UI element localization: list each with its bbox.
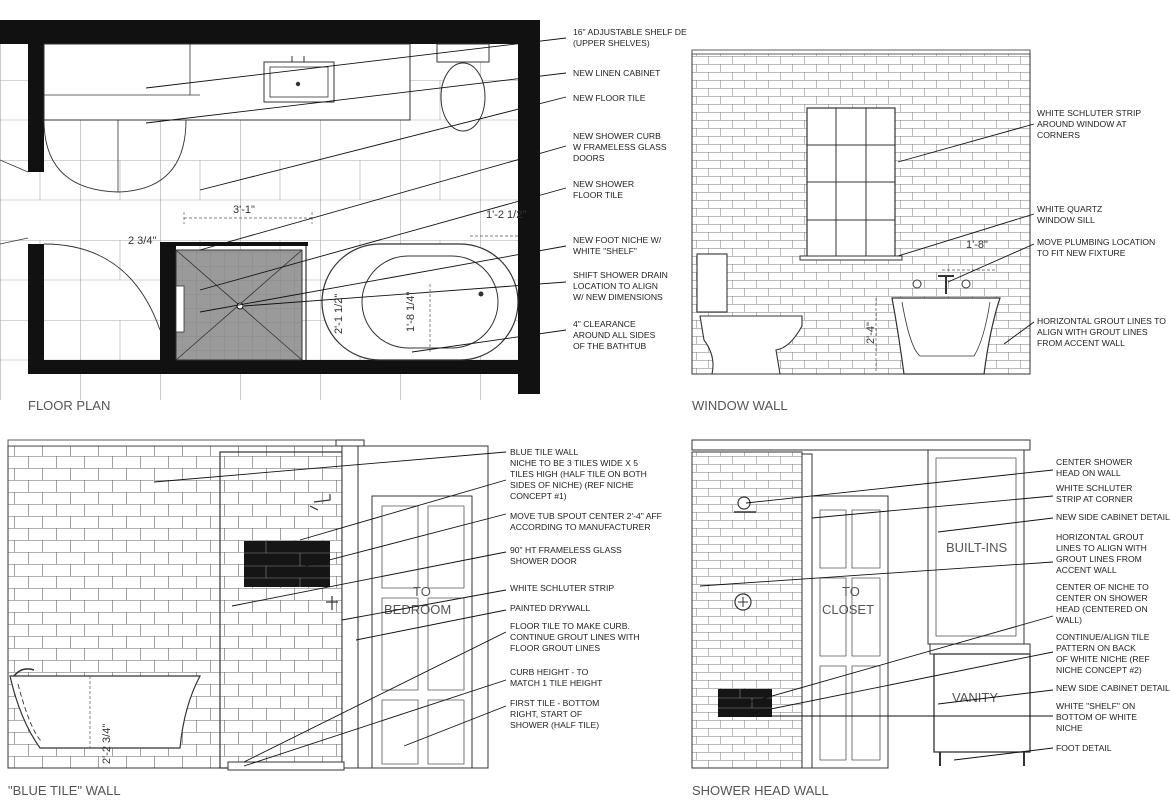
sink bbox=[264, 62, 334, 102]
left-wall-lower bbox=[28, 244, 44, 374]
door-bedroom-label: BEDROOM bbox=[384, 602, 452, 617]
note-white-shelf: WHITE "SHELF" ON BOTTOM OF WHITE NICHE bbox=[1056, 701, 1137, 733]
dim-faucet: 1'-8" bbox=[966, 239, 988, 251]
note-schluter-corner: WHITE SCHLUTER STRIP AT CORNER bbox=[1056, 483, 1133, 504]
dim-niche: 2 3/4" bbox=[128, 235, 157, 247]
shower-head-wall-title: SHOWER HEAD WALL bbox=[692, 783, 829, 798]
note-horizontal-grout: HORIZONTAL GROUT LINES TO ALIGN WITH GROUT LINES FROM ACCENT WALL bbox=[1056, 532, 1147, 575]
floor-plan-notes bbox=[573, 27, 687, 351]
note-tub-spout: MOVE TUB SPOUT CENTER 2'-4" AFF ACCORDING TO MANUFACTURER bbox=[510, 511, 662, 532]
dim-tub-elev-blue: 2'-2 3/4" bbox=[101, 723, 113, 764]
toilet-tank bbox=[437, 44, 489, 62]
note-foot-detail: FOOT DETAIL bbox=[1056, 743, 1112, 753]
closet-door bbox=[812, 496, 888, 768]
note-blue-tile: BLUE TILE WALL bbox=[510, 447, 579, 457]
note-shower-curb: NEW SHOWER CURB W FRAMELESS GLASS DOORS bbox=[573, 131, 667, 163]
window-wall-notes bbox=[1037, 108, 1166, 348]
vanity-label: VANITY bbox=[952, 690, 998, 705]
window bbox=[807, 108, 895, 258]
note-floor-tile-curb: FLOOR TILE TO MAKE CURB. CONTINUE GROUT LINES WITH FLOOR GROUT LINES bbox=[510, 621, 640, 653]
shower-left-wall bbox=[160, 242, 176, 372]
note-first-tile: FIRST TILE - BOTTOM RIGHT, START OF SHOWER (HALF TILE) bbox=[510, 698, 600, 730]
note-move-plumbing: MOVE PLUMBING LOCATION TO FIT NEW FIXTURE bbox=[1037, 237, 1156, 258]
shower-niche bbox=[244, 541, 330, 587]
blue-tile-wall-title: "BLUE TILE" WALL bbox=[8, 783, 121, 798]
linen-cabinet bbox=[44, 44, 410, 120]
note-niche-size: NICHE TO BE 3 TILES WIDE X 5 TILES HIGH (HALF TILE ON BOTH SIDES OF NICHE) (REF NICHE CONCEPT #1) bbox=[510, 458, 647, 501]
freestanding-tub-elev bbox=[892, 298, 1000, 374]
note-schluter-window: WHITE SCHLUTER STRIP AROUND WINDOW AT CORNERS bbox=[1037, 108, 1142, 140]
closet-to-label: TO bbox=[842, 584, 860, 599]
note-center-niche: CENTER OF NICHE TO CENTER ON SHOWER HEAD (CENTERED ON WALL) bbox=[1056, 582, 1149, 625]
note-floor-tile: NEW FLOOR TILE bbox=[573, 93, 646, 103]
left-wall-upper bbox=[28, 20, 44, 172]
dim-shower-width: 3'-1" bbox=[233, 204, 255, 216]
shower-head-wall-notes bbox=[1056, 457, 1170, 753]
note-shower-floor-tile: NEW SHOWER FLOOR TILE bbox=[573, 179, 635, 200]
note-schluter-strip: WHITE SCHLUTER STRIP bbox=[510, 583, 615, 593]
note-painted-drywall: PAINTED DRYWALL bbox=[510, 603, 591, 613]
note-side-cabinet-1: NEW SIDE CABINET DETAIL bbox=[1056, 512, 1170, 522]
shower-head-niche bbox=[718, 689, 772, 717]
note-center-shower-head: CENTER SHOWER HEAD ON WALL bbox=[1056, 457, 1133, 478]
bottom-wall bbox=[28, 360, 540, 374]
dim-tub-elev: 2'-4" bbox=[865, 322, 877, 344]
note-grout-accent: HORIZONTAL GROUT LINES TO ALIGN WITH GROUT LINES FROM ACCENT WALL bbox=[1037, 316, 1166, 348]
blue-tile-wall bbox=[8, 440, 488, 798]
shower-head-wall bbox=[692, 440, 1030, 798]
note-foot-niche: NEW FOOT NICHE W/ WHITE "SHELF" bbox=[573, 235, 662, 256]
note-continue-tile: CONTINUE/ALIGN TILE PATTERN ON BACK OF WHITE NICHE (REF NICHE CONCEPT #2) bbox=[1056, 632, 1150, 675]
foot-niche bbox=[176, 286, 184, 332]
closet-label: CLOSET bbox=[822, 602, 875, 617]
floor-plan-title: FLOOR PLAN bbox=[28, 398, 111, 413]
note-tub-clearance: 4" CLEARANCE AROUND ALL SIDES OF THE BATHTUB bbox=[573, 319, 656, 351]
drywall-column bbox=[342, 444, 358, 768]
window-wall bbox=[692, 50, 1030, 413]
floor-plan bbox=[0, 20, 540, 413]
shower-drain bbox=[237, 303, 243, 309]
note-quartz-sill: WHITE QUARTZ WINDOW SILL bbox=[1037, 204, 1103, 225]
note-side-cabinet-2: NEW SIDE CABINET DETAIL bbox=[1056, 683, 1170, 693]
dim-tub-gap: 1'-2 1/2" bbox=[486, 209, 527, 221]
note-linen-cabinet: NEW LINEN CABINET bbox=[573, 68, 661, 78]
built-ins-label: BUILT-INS bbox=[946, 540, 1008, 555]
note-shower-drain: SHIFT SHOWER DRAIN LOCATION TO ALIGN W/ NEW DIMENSIONS bbox=[573, 270, 668, 302]
note-adjustable-shelf: 16" ADJUSTABLE SHELF DE (UPPER SHELVES) bbox=[573, 27, 687, 48]
dim-tub-vertical: 2'-1 1/2" bbox=[333, 293, 345, 334]
toilet-bowl bbox=[441, 63, 485, 131]
window-sill bbox=[800, 256, 902, 260]
door-to-label: TO bbox=[413, 584, 431, 599]
top-wall bbox=[0, 20, 540, 44]
window-wall-title: WINDOW WALL bbox=[692, 398, 788, 413]
shower-curb bbox=[160, 242, 308, 246]
blue-tile-wall-notes bbox=[510, 447, 662, 730]
toilet-tank-elev bbox=[697, 254, 727, 312]
dim-tub-height: 1'-8 1/4" bbox=[405, 291, 417, 332]
note-glass-door: 90" HT FRAMELESS GLASS SHOWER DOOR bbox=[510, 545, 622, 566]
bedroom-door bbox=[372, 496, 472, 768]
note-curb-height: CURB HEIGHT - TO MATCH 1 TILE HEIGHT bbox=[510, 667, 603, 688]
